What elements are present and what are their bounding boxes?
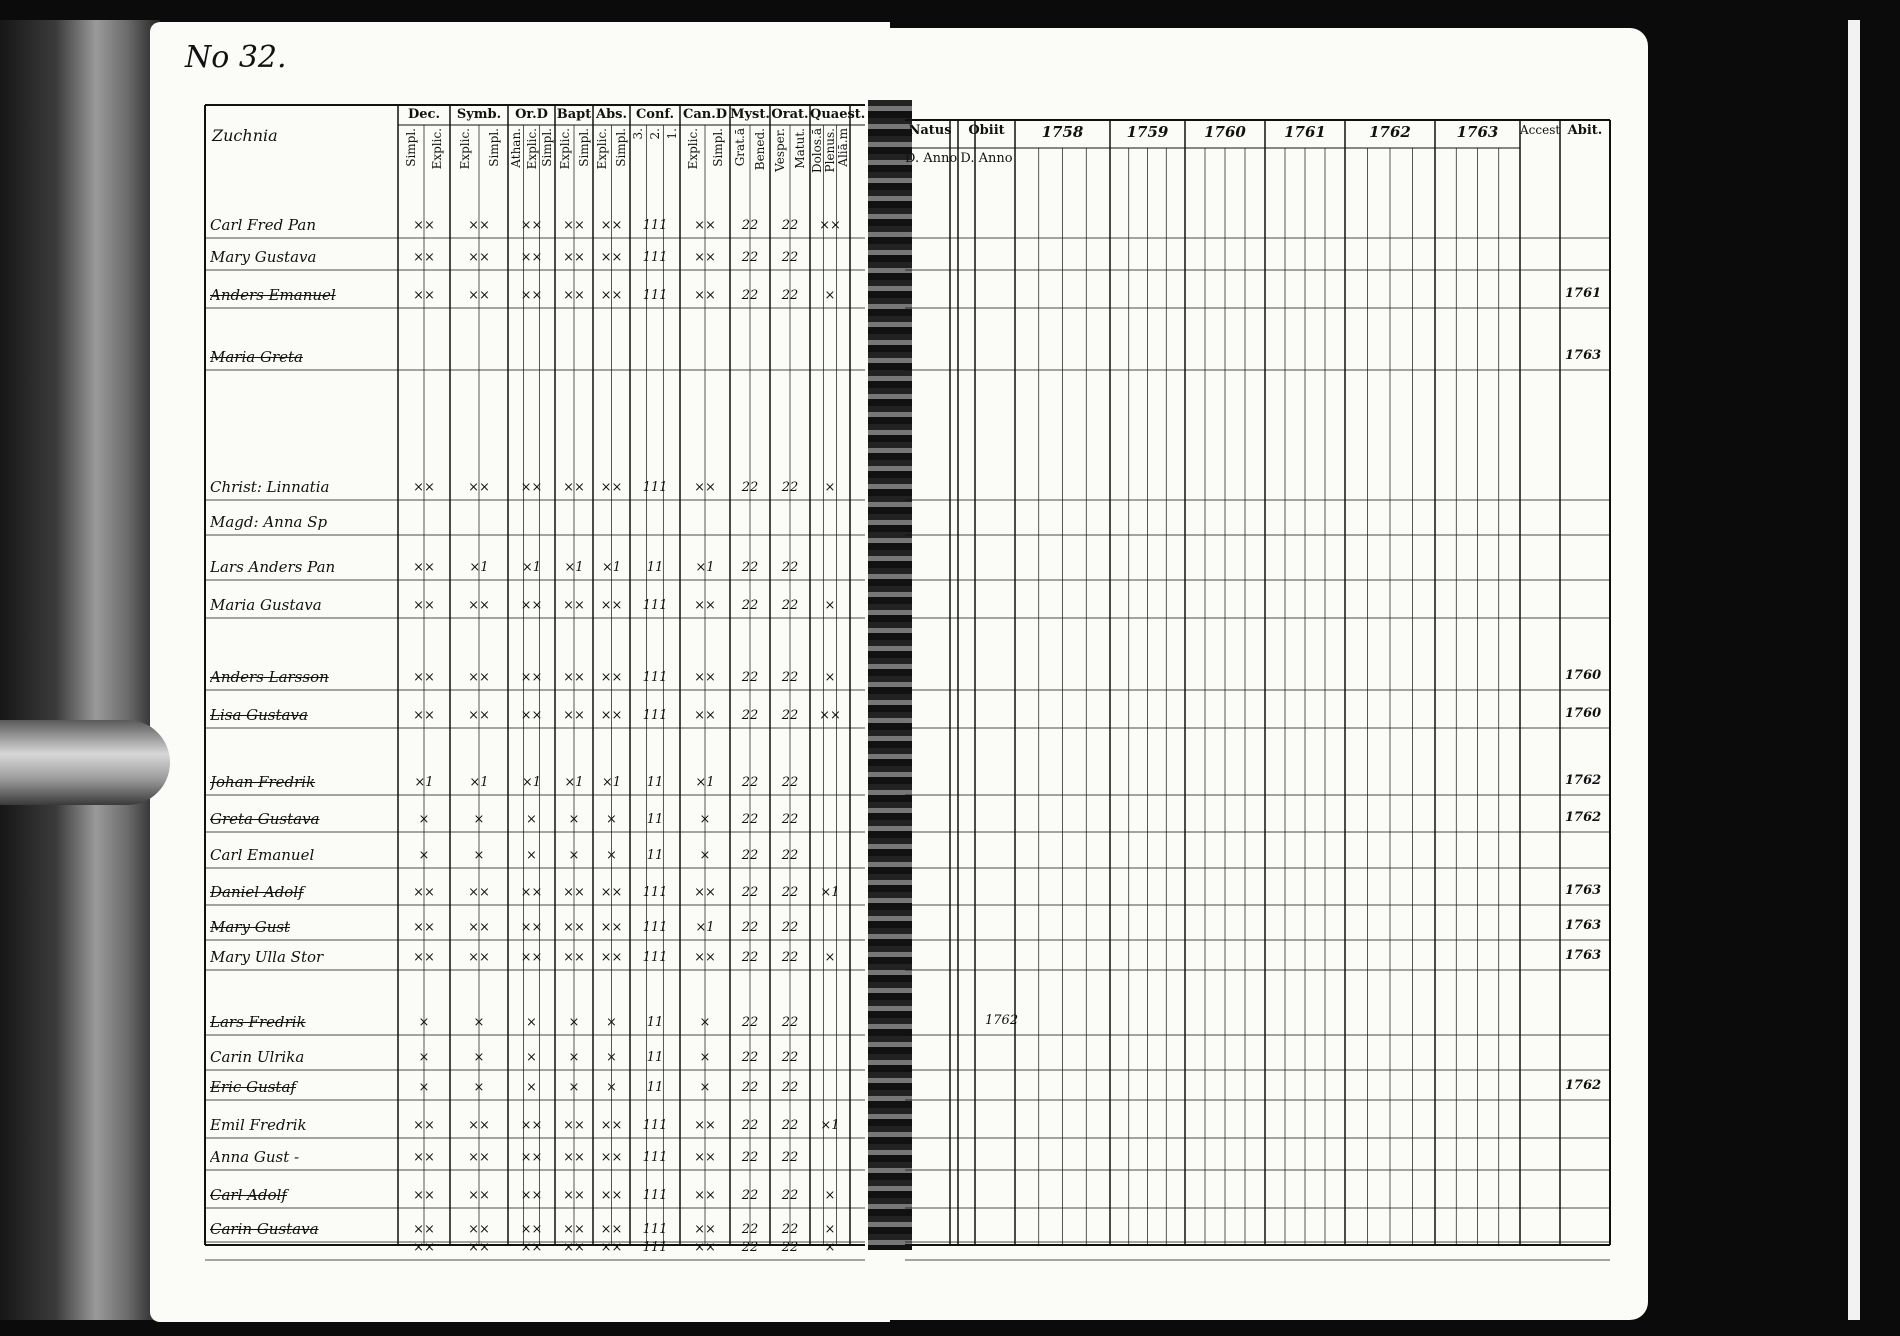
mark-cell: ×× — [563, 250, 585, 265]
mark-cell: ×× — [600, 218, 623, 233]
mark-cell: 22 — [781, 1080, 799, 1095]
mark-cell: × — [526, 1015, 537, 1030]
natus-subheader: D. Anno — [905, 151, 958, 166]
mark-cell: ×× — [413, 670, 435, 685]
header-9: Quaest. — [810, 107, 866, 122]
mark-cell: ×× — [413, 1188, 435, 1203]
mark-cell: ×× — [563, 598, 585, 613]
mark-cell: × — [824, 950, 836, 965]
subheader-9-0: Dolos.ā — [809, 128, 824, 174]
person-name: Emil Fredrik — [210, 1116, 307, 1134]
mark-cell: 11 — [646, 1050, 664, 1065]
mark-cell: × — [568, 1015, 580, 1030]
year-header-1760: 1760 — [1204, 123, 1246, 141]
person-name: Anders Larsson — [210, 668, 329, 686]
mark-cell: 111 — [642, 920, 668, 935]
mark-cell: ×× — [413, 1240, 435, 1255]
person-name: Carin Gustava — [210, 1220, 319, 1238]
mark-cell: 22 — [781, 1222, 799, 1237]
mark-cell: 111 — [642, 1150, 668, 1165]
mark-cell: × — [526, 1080, 537, 1095]
mark-cell: 22 — [741, 218, 759, 233]
mark-cell: ×× — [468, 1240, 490, 1255]
mark-cell: × — [526, 848, 537, 863]
mark-cell: ×× — [819, 218, 841, 233]
mark-cell: ×× — [520, 920, 543, 935]
mark-cell: ×× — [413, 885, 435, 900]
mark-cell: 11 — [646, 848, 664, 863]
mark-cell: ×× — [694, 950, 716, 965]
mark-cell: ×× — [520, 1118, 543, 1133]
mark-cell: 22 — [741, 1188, 759, 1203]
mark-cell: ×× — [520, 218, 543, 233]
subheader-9-2: Aliā.m — [836, 128, 851, 167]
abit-year: 1763 — [1565, 948, 1602, 963]
mark-cell: 22 — [781, 885, 799, 900]
mark-cell: ×× — [694, 670, 716, 685]
mark-cell: ×× — [520, 1240, 543, 1255]
mark-cell: ×× — [413, 598, 435, 613]
person-name: Magd: Anna Sp — [210, 513, 328, 531]
mark-cell: ×1 — [695, 920, 715, 935]
mark-cell: ×1 — [564, 560, 584, 575]
mark-cell: × — [699, 1080, 711, 1095]
mark-cell: 22 — [781, 1050, 799, 1065]
mark-cell: 22 — [741, 1118, 759, 1133]
mark-cell: ×× — [563, 288, 585, 303]
mark-cell: ×1 — [601, 560, 622, 575]
mark-cell: ×× — [413, 218, 435, 233]
abit-year: 1762 — [1565, 810, 1602, 825]
subheader-7-0: Grat.ā — [733, 128, 747, 167]
mark-cell: × — [824, 598, 836, 613]
person-name: Lars Fredrik — [210, 1013, 306, 1031]
subheader-1-1: Simpl. — [486, 128, 501, 167]
mark-cell: ×× — [413, 1222, 435, 1237]
mark-cell: × — [699, 812, 711, 827]
mark-cell: ×× — [413, 950, 435, 965]
mark-cell: 22 — [741, 1080, 759, 1095]
mark-cell: 22 — [741, 288, 759, 303]
mark-cell: 111 — [642, 288, 668, 303]
mark-cell: ×× — [600, 1118, 623, 1133]
mark-cell: 111 — [642, 708, 668, 723]
header-1: Symb. — [456, 107, 502, 122]
abit-year: 1763 — [1565, 348, 1602, 363]
mark-cell: 22 — [781, 250, 799, 265]
person-name: Carl Adolf — [210, 1186, 287, 1204]
mark-cell: × — [606, 848, 617, 863]
mark-cell: ×1 — [521, 775, 542, 790]
mark-cell: 22 — [741, 1240, 759, 1255]
obiit-subheader: D. Anno — [960, 151, 1013, 166]
mark-cell: ×× — [468, 1188, 490, 1203]
mark-cell: 22 — [781, 1015, 799, 1030]
mark-cell: × — [606, 812, 617, 827]
mark-cell: 22 — [741, 885, 759, 900]
mark-cell: ×× — [520, 885, 543, 900]
header-3: Bapt — [556, 107, 592, 122]
mark-cell: 11 — [646, 1015, 664, 1030]
abit-year: 1760 — [1565, 668, 1602, 683]
year-header-1763: 1763 — [1456, 123, 1499, 141]
mark-cell: 111 — [642, 1118, 668, 1133]
mark-cell: × — [824, 288, 836, 303]
mark-cell: ×× — [413, 1118, 435, 1133]
header-5: Conf. — [635, 107, 675, 122]
mark-cell: ×× — [468, 218, 490, 233]
mark-cell: 22 — [781, 560, 799, 575]
person-name: Anders Emanuel — [210, 286, 336, 304]
header-2: Or.D — [515, 107, 548, 122]
mark-cell: ×1 — [469, 775, 489, 790]
person-name: Maria Gustava — [210, 596, 322, 614]
person-name: Greta Gustava — [210, 810, 320, 828]
mark-cell: ×× — [563, 920, 585, 935]
mark-cell: × — [418, 1015, 430, 1030]
mark-cell: 22 — [781, 670, 799, 685]
mark-cell: ×× — [600, 288, 623, 303]
mark-cell: 22 — [781, 1240, 799, 1255]
mark-cell: ×1 — [601, 775, 622, 790]
mark-cell: ×× — [520, 708, 543, 723]
mark-cell: 22 — [741, 1050, 759, 1065]
mark-cell: ×× — [520, 480, 543, 495]
mark-cell: 111 — [642, 885, 668, 900]
mark-cell: 111 — [642, 218, 668, 233]
mark-cell: 11 — [646, 1080, 664, 1095]
subheader-5-0: 3. — [631, 128, 646, 140]
header-6: Can.D — [682, 107, 728, 122]
mark-cell: × — [526, 1050, 537, 1065]
mark-cell: 22 — [741, 1015, 759, 1030]
mark-cell: 22 — [741, 848, 759, 863]
mark-cell: × — [824, 670, 836, 685]
person-name: Daniel Adolf — [210, 883, 304, 901]
mark-cell: ×× — [694, 288, 716, 303]
subheader-2-0: Athan. — [508, 128, 523, 168]
subheader-0-1: Explic. — [430, 128, 444, 170]
mark-cell: ×× — [563, 670, 585, 685]
person-name: Lisa Gustava — [210, 706, 308, 724]
mark-cell: ×× — [694, 708, 716, 723]
abit-year: 1761 — [1565, 286, 1602, 301]
mark-cell: × — [824, 1222, 836, 1237]
mark-cell: ×× — [520, 1222, 543, 1237]
person-name: Johan Fredrik — [210, 773, 316, 791]
mark-cell: 111 — [642, 598, 668, 613]
mark-cell: × — [568, 812, 580, 827]
mark-cell: 22 — [781, 950, 799, 965]
mark-cell: 22 — [781, 1118, 799, 1133]
mark-cell: ×× — [563, 1188, 585, 1203]
mark-cell: 22 — [741, 480, 759, 495]
mark-cell: ×1 — [820, 885, 840, 900]
abit-year: 1763 — [1565, 883, 1602, 898]
mark-cell: 111 — [642, 1188, 668, 1203]
mark-cell: ×× — [468, 670, 490, 685]
subheader-6-1: Simpl. — [710, 128, 725, 167]
mark-cell: ×× — [413, 708, 435, 723]
person-name: Lars Anders Pan — [210, 558, 336, 576]
mark-cell: 111 — [642, 950, 668, 965]
mark-cell: 22 — [781, 598, 799, 613]
page-number: No 32. — [185, 40, 287, 75]
mark-cell: × — [473, 1015, 485, 1030]
mark-cell: ×× — [468, 480, 490, 495]
mark-cell: 22 — [781, 920, 799, 935]
subheader-3-0: Explic. — [557, 128, 572, 170]
abit-year: 1760 — [1565, 706, 1602, 721]
mark-cell: ×1 — [820, 1118, 840, 1133]
subheader-5-2: 1. — [664, 128, 679, 140]
mark-cell: ×× — [600, 950, 623, 965]
mark-cell: × — [473, 1050, 485, 1065]
mark-cell: 22 — [781, 848, 799, 863]
mark-cell: ×× — [694, 1240, 716, 1255]
mark-cell: 22 — [741, 670, 759, 685]
subheader-7-1: Bened. — [753, 128, 767, 171]
mark-cell: ×× — [468, 885, 490, 900]
mark-cell: ×× — [520, 1188, 543, 1203]
mark-cell: ×× — [600, 598, 623, 613]
year-header-1761: 1761 — [1284, 123, 1326, 141]
mark-cell: 11 — [646, 812, 664, 827]
mark-cell: ×× — [563, 1118, 585, 1133]
mark-cell: ×× — [694, 1118, 716, 1133]
mark-cell: 111 — [642, 1222, 668, 1237]
mark-cell: × — [526, 812, 537, 827]
mark-cell: ×1 — [469, 560, 489, 575]
mark-cell: ×× — [600, 708, 623, 723]
mark-cell: 22 — [781, 812, 799, 827]
subheader-2-1: Explic. — [524, 128, 539, 170]
natus-header: Natus — [908, 123, 952, 138]
mark-cell: 111 — [642, 1240, 668, 1255]
header-8: Orat. — [771, 107, 809, 122]
mark-cell: 22 — [741, 950, 759, 965]
mark-cell: 11 — [646, 775, 664, 790]
mark-cell: ×× — [694, 1150, 716, 1165]
mark-cell: 22 — [741, 708, 759, 723]
mark-cell: ×× — [600, 1222, 623, 1237]
mark-cell: 22 — [741, 560, 759, 575]
person-name: Christ: Linnatia — [210, 478, 330, 496]
obiit-year: 1762 — [985, 1013, 1019, 1028]
mark-cell: ×1 — [414, 775, 434, 790]
mark-cell: ×× — [413, 920, 435, 935]
subheader-2-2: Simpl. — [540, 128, 555, 167]
mark-cell: ×× — [413, 1150, 435, 1165]
mark-cell: ×× — [600, 885, 623, 900]
mark-cell: ×× — [600, 250, 623, 265]
mark-cell: 22 — [781, 218, 799, 233]
mark-cell: × — [473, 1080, 485, 1095]
mark-cell: ×× — [413, 480, 435, 495]
person-name: Eric Gustaf — [210, 1078, 296, 1096]
subheader-9-1: Plenus. — [823, 128, 837, 173]
mark-cell: ×× — [520, 1150, 543, 1165]
mark-cell: × — [418, 848, 430, 863]
mark-cell: 11 — [646, 560, 664, 575]
mark-cell: 22 — [741, 775, 759, 790]
mark-cell: ×× — [694, 1188, 716, 1203]
mark-cell: × — [606, 1080, 617, 1095]
mark-cell: ×× — [563, 950, 585, 965]
mark-cell: ×× — [468, 598, 490, 613]
abit-year: 1762 — [1565, 773, 1602, 788]
mark-cell: ×× — [468, 708, 490, 723]
year-header-1762: 1762 — [1369, 123, 1411, 141]
person-name: Anna Gust - — [210, 1148, 300, 1166]
subheader-6-0: Explic. — [685, 128, 700, 170]
abit-header: Abit. — [1567, 123, 1603, 138]
mark-cell: 22 — [781, 708, 799, 723]
mark-cell: ×× — [468, 1222, 490, 1237]
year-header-1759: 1759 — [1126, 123, 1169, 141]
obiit-header: Obiit — [968, 123, 1005, 138]
mark-cell: ×× — [468, 1118, 490, 1133]
mark-cell: ×× — [563, 480, 585, 495]
mark-cell: × — [606, 1015, 617, 1030]
subheader-4-0: Explic. — [595, 128, 610, 170]
mark-cell: ×× — [694, 250, 716, 265]
mark-cell: ×× — [520, 598, 543, 613]
mark-cell: ×× — [694, 1222, 716, 1237]
mark-cell: ×× — [600, 480, 623, 495]
mark-cell: ×× — [468, 950, 490, 965]
mark-cell: × — [824, 1240, 836, 1255]
mark-cell: 22 — [781, 775, 799, 790]
mark-cell: ×× — [468, 250, 490, 265]
mark-cell: ×× — [413, 250, 435, 265]
mark-cell: ×1 — [695, 560, 715, 575]
mark-cell: 22 — [741, 598, 759, 613]
mark-cell: ×× — [468, 288, 490, 303]
subheader-4-1: Simpl. — [613, 128, 628, 167]
mark-cell: ×× — [600, 1240, 623, 1255]
mark-cell: 22 — [781, 480, 799, 495]
person-name: Mary Gustava — [210, 248, 317, 266]
mark-cell: × — [418, 1080, 430, 1095]
subheader-8-1: Matut. — [793, 128, 807, 169]
mark-cell: × — [473, 812, 485, 827]
person-name: Mary Gust — [210, 918, 291, 936]
mark-cell: ×× — [600, 1150, 623, 1165]
mark-cell: ×1 — [521, 560, 542, 575]
mark-cell: ×× — [600, 920, 623, 935]
mark-cell: ×× — [694, 885, 716, 900]
accessit-header: Accest — [1520, 123, 1561, 137]
mark-cell: ×× — [694, 598, 716, 613]
mark-cell: × — [418, 812, 430, 827]
mark-cell: 111 — [642, 480, 668, 495]
person-name: Mary Ulla Stor — [210, 948, 324, 966]
mark-cell: × — [568, 1080, 580, 1095]
mark-cell: ×× — [563, 1150, 585, 1165]
mark-cell: ×× — [694, 218, 716, 233]
mark-cell: × — [699, 848, 711, 863]
mark-cell: 111 — [642, 250, 668, 265]
year-header-1758: 1758 — [1041, 123, 1084, 141]
mark-cell: ×× — [694, 480, 716, 495]
mark-cell: × — [606, 1050, 617, 1065]
mark-cell: ×× — [520, 250, 543, 265]
mark-cell: ×× — [413, 560, 435, 575]
subheader-3-1: Simpl. — [576, 128, 591, 167]
mark-cell: ×× — [600, 1188, 623, 1203]
mark-cell: ×× — [600, 670, 623, 685]
mark-cell: ×× — [520, 950, 543, 965]
mark-cell: 22 — [741, 250, 759, 265]
mark-cell: × — [568, 1050, 580, 1065]
header-7: Myst. — [730, 107, 770, 122]
subheader-8-0: Vesper. — [773, 128, 787, 172]
mark-cell: ×× — [563, 1240, 585, 1255]
mark-cell: 22 — [781, 1188, 799, 1203]
mark-cell: × — [699, 1015, 711, 1030]
mark-cell: ×× — [563, 885, 585, 900]
left-column-title: Zuchnia — [212, 126, 278, 145]
mark-cell: ×× — [563, 218, 585, 233]
mark-cell: ×× — [563, 708, 585, 723]
subheader-1-0: Explic. — [457, 128, 472, 170]
mark-cell: 22 — [741, 920, 759, 935]
mark-cell: 22 — [741, 1150, 759, 1165]
mark-cell: × — [568, 848, 580, 863]
abit-year: 1762 — [1565, 1078, 1602, 1093]
mark-cell: 22 — [781, 288, 799, 303]
mark-cell: × — [473, 848, 485, 863]
mark-cell: ×1 — [695, 775, 715, 790]
mark-cell: × — [824, 480, 836, 495]
mark-cell: × — [824, 1188, 836, 1203]
mark-cell: ×× — [413, 288, 435, 303]
person-name: Carl Emanuel — [210, 846, 315, 864]
mark-cell: ×× — [468, 920, 490, 935]
mark-cell: ×× — [468, 1150, 490, 1165]
mark-cell: ×× — [520, 288, 543, 303]
subheader-0-0: Simpl. — [404, 128, 418, 167]
person-name: Carl Fred Pan — [210, 216, 317, 234]
mark-cell: × — [418, 1050, 430, 1065]
subheader-5-1: 2. — [648, 128, 662, 140]
mark-cell: 22 — [781, 1150, 799, 1165]
mark-cell: ×× — [520, 670, 543, 685]
person-name: Carin Ulrika — [210, 1048, 305, 1066]
mark-cell: × — [699, 1050, 711, 1065]
mark-cell: 22 — [741, 812, 759, 827]
mark-cell: ×× — [819, 708, 841, 723]
header-4: Abs. — [595, 107, 628, 122]
mark-cell: ×× — [563, 1222, 585, 1237]
abit-year: 1763 — [1565, 918, 1602, 933]
header-0: Dec. — [408, 107, 440, 122]
person-name: Maria Greta — [210, 348, 303, 366]
mark-cell: 111 — [642, 670, 668, 685]
mark-cell: ×1 — [564, 775, 584, 790]
mark-cell: 22 — [741, 1222, 759, 1237]
